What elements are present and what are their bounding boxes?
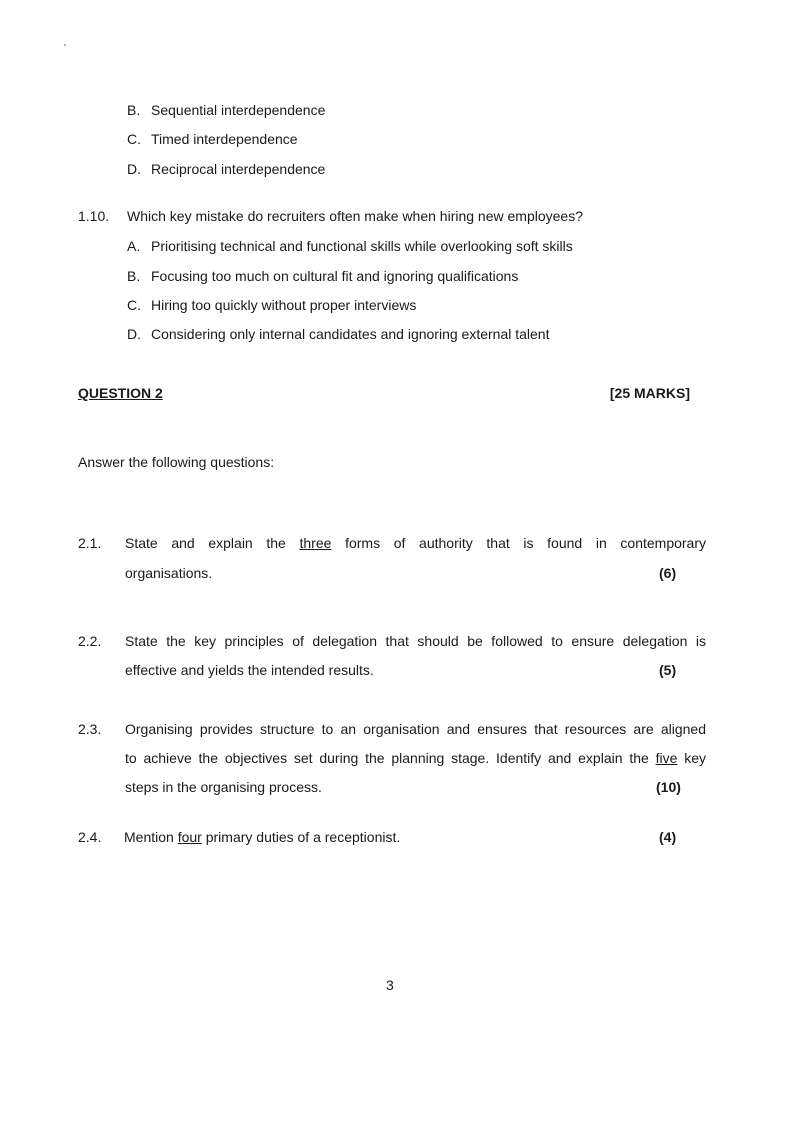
question-text (124, 828, 400, 846)
option-text: Hiring too quickly without proper interviews (151, 297, 417, 313)
option-letter: D. (127, 161, 141, 177)
text: key (677, 750, 706, 766)
text: forms of authority that is found in contemporary (331, 535, 707, 551)
option-letter: C. (127, 131, 141, 147)
option-letter: D. (127, 326, 141, 342)
option-letter: A. (127, 238, 141, 254)
option-letter: B. (127, 102, 141, 118)
option-text: Timed interdependence (151, 131, 298, 147)
question-text: organisations. (125, 565, 213, 581)
question-text: effective and yields the intended results. (125, 662, 374, 678)
option-text: Prioritising technical and functional skills while overlooking soft skills (151, 238, 573, 254)
text: to achieve the objectives set during the planning stage. Identify and explain the (125, 750, 656, 766)
text: State and explain the (125, 535, 300, 551)
question-text: Organising provides structure to an organisation and ensures that resources are aligned (125, 721, 706, 737)
question-number: 2.2. (78, 633, 102, 649)
text: Mention (124, 829, 178, 845)
underlined-text: three (299, 535, 332, 551)
question-number: 1.10. (78, 208, 110, 224)
text: primary duties of a receptionist. (201, 829, 401, 845)
item-marks: (4) (659, 829, 677, 845)
scan-speck (64, 44, 66, 46)
option-text: Reciprocal interdependence (151, 161, 326, 177)
question-text (125, 749, 706, 767)
underlined-text: four (177, 829, 202, 845)
question-number: 2.4. (78, 829, 102, 845)
option-text: Focusing too much on cultural fit and ignoring qualifications (151, 268, 519, 284)
item-marks: (10) (656, 779, 681, 795)
underlined-text: five (655, 750, 678, 766)
question-text (125, 534, 706, 552)
instruction: Answer the following questions: (78, 454, 275, 470)
question-text: steps in the organising process. (125, 779, 322, 795)
item-marks: (5) (659, 662, 677, 678)
question-text: State the key principles of delegation that should be followed to ensure delegation is (125, 633, 706, 649)
item-marks: (6) (659, 565, 677, 581)
option-letter: C. (127, 297, 141, 313)
option-letter: B. (127, 268, 141, 284)
question-number: 2.1. (78, 535, 102, 551)
option-text: Considering only internal candidates and ignoring external talent (151, 326, 550, 342)
question-heading: QUESTION 2 (78, 385, 163, 401)
question-marks: [25 MARKS] (609, 385, 690, 401)
question-number: 2.3. (78, 721, 102, 737)
option-text: Sequential interdependence (151, 102, 326, 118)
question-text: Which key mistake do recruiters often make when hiring new employees? (127, 208, 583, 224)
page-number: 3 (386, 977, 394, 993)
